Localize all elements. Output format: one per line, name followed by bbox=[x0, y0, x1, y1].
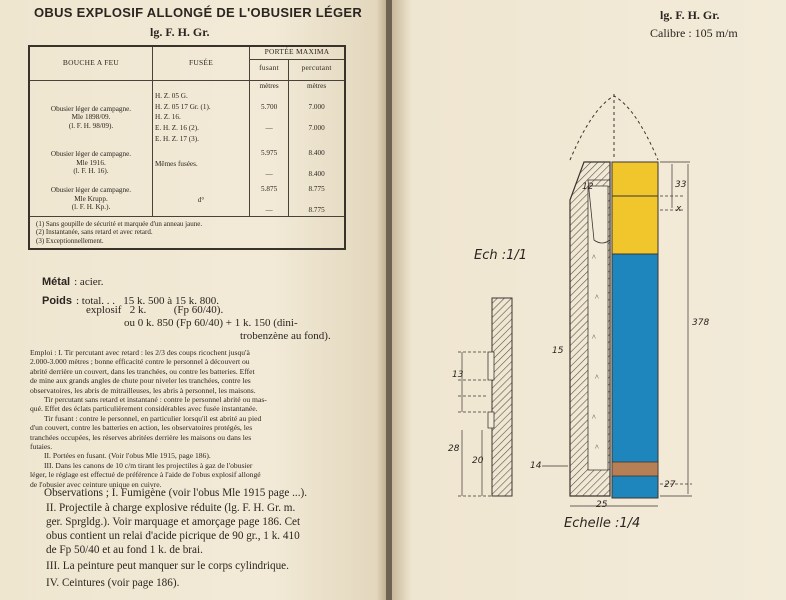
bouche-line: (l. F. H. 98/09). bbox=[68, 121, 114, 130]
dim-15: 15 bbox=[552, 346, 564, 356]
fusee-cell: H. Z. 16. bbox=[153, 112, 250, 123]
fusant-cell: 5.700 bbox=[250, 102, 289, 113]
fusant-cell: — bbox=[250, 123, 289, 134]
bouche-line: Mle Krupp. bbox=[74, 194, 108, 203]
fusee-cell: H. Z. 05 G. bbox=[153, 91, 250, 102]
fusee-cell: E. H. Z. 16 (2). bbox=[153, 123, 250, 134]
shell-cavity bbox=[588, 186, 608, 470]
blue-body bbox=[612, 254, 658, 498]
fusee-cell: d° bbox=[153, 195, 250, 206]
svg-text:^: ^ bbox=[595, 443, 599, 452]
emploi-line: qué. Effet des éclats particulièrement considérables avec fusée instantanée. bbox=[30, 404, 258, 414]
bouche-line: Obusier léger de campagne. bbox=[50, 150, 132, 159]
svg-text:^: ^ bbox=[592, 333, 596, 342]
bouche-line: (l. F. H. Kp.). bbox=[71, 203, 111, 212]
fusant-cell: 5.975 bbox=[250, 144, 289, 159]
echelle-label: Echelle :1/4 bbox=[564, 516, 641, 531]
yellow-band bbox=[612, 162, 658, 254]
dim-x: x bbox=[676, 204, 682, 214]
metal-value: : acier. bbox=[74, 276, 104, 288]
emploi-line: de l'obusier avec ceinture unique en cuivre. bbox=[30, 479, 162, 489]
observations-block bbox=[44, 486, 307, 592]
svg-text:^: ^ bbox=[595, 373, 599, 382]
shell-drawing bbox=[392, 0, 786, 600]
dim-378: 378 bbox=[692, 318, 710, 328]
fusee-cell: Mêmes fusées. bbox=[153, 159, 250, 170]
table-row bbox=[29, 91, 345, 102]
poids-explosif: explosif 2 k. (Fp 60/40). bbox=[86, 304, 224, 316]
unit-percutant: mètres bbox=[289, 80, 345, 91]
observation-line: ger. Sprgldg.). Voir marquage et amorçage page 186. Cet bbox=[46, 516, 301, 528]
table-row bbox=[29, 144, 345, 159]
right-page bbox=[392, 0, 786, 600]
dim-14: 14 bbox=[530, 461, 542, 471]
emploi-line: 2.000-3.000 mètres ; bonne efficacité contre le personnel à découvert ou bbox=[30, 357, 250, 367]
dim-27: 27 bbox=[664, 480, 676, 490]
percutant-cell: 8.775 bbox=[289, 205, 345, 216]
emploi-line: Emploi : I. Tir percutant avec retard : les 2/3 des coups ricochent jusqu'à bbox=[30, 348, 250, 357]
observation-line: IV. Ceintures (voir page 186). bbox=[46, 577, 180, 589]
poids-alt: ou 0 k. 850 (Fp 60/40) + 1 k. 150 (dini- bbox=[124, 317, 298, 329]
fusant-cell: — bbox=[250, 205, 289, 216]
percutant-cell: 7.000 bbox=[289, 102, 345, 113]
header-bouche: BOUCHE A FEU bbox=[29, 46, 153, 80]
observation-line: III. La peinture peut manquer sur le corps cylindrique. bbox=[46, 560, 289, 572]
percutant-cell: 7.000 bbox=[289, 123, 345, 134]
bouche-line: (l. F. H. 16). bbox=[73, 167, 109, 176]
emploi-line: abrité derrière un couvert, dans les tranchées, ou contre les batteries. Effet bbox=[30, 366, 255, 376]
fusant-cell: — bbox=[250, 169, 289, 180]
dim-12: 12 bbox=[582, 182, 594, 192]
left-page bbox=[0, 0, 388, 600]
emploi-block bbox=[30, 348, 267, 489]
percutant-cell: 8.400 bbox=[289, 169, 345, 180]
dim-33: 33 bbox=[675, 180, 687, 190]
emploi-line: de mine aux grands angles de chute pour niveler les tranchées, contre les bbox=[30, 376, 251, 386]
poids-total: : total. . . 15 k. 500 à 15 k. 800. bbox=[75, 295, 219, 307]
header-fusant: fusant bbox=[250, 60, 289, 80]
note: (2) Instantanée, sans retard et avec retard. bbox=[36, 228, 153, 237]
dim-20: 20 bbox=[472, 456, 484, 466]
emploi-line: léger, le réglage est effectué de préférence à l'aide de l'obus explosif allongé bbox=[30, 470, 261, 480]
emploi-line: observatoires, les abris de mitrailleuses, les abris à personnel, les maisons. bbox=[30, 385, 256, 395]
table-notes bbox=[29, 216, 345, 249]
observation-line: de Fp 50/40 et au fond 1 k. de brai. bbox=[46, 544, 203, 556]
page-title: OBUS EXPLOSIF ALLONGÉ DE L'OBUSIER LÉGER bbox=[34, 5, 363, 20]
svg-text:^: ^ bbox=[592, 253, 596, 262]
copper-band bbox=[612, 462, 658, 476]
observation-line: Observations ; I. Fumigène (voir l'obus Mle 1915 page ...). bbox=[44, 487, 308, 499]
unit-fusant: mètres bbox=[250, 80, 289, 91]
dim-25: 25 bbox=[596, 500, 608, 510]
metal-line bbox=[42, 272, 103, 290]
bouche-line: Obusier léger de campagne. bbox=[50, 104, 132, 113]
fusee-cell: H. Z. 05 17 Gr. (1). bbox=[153, 102, 250, 113]
emploi-line: III. Dans les canons de 10 c/m tirant les projectiles à gaz de l'obusier bbox=[44, 460, 253, 470]
emploi-line: II. Portées en fusant. (Voir l'obus Mle 1915, page 186). bbox=[44, 451, 211, 461]
page-subtitle: lg. F. H. Gr. bbox=[150, 25, 210, 39]
emploi-line: futaies. bbox=[30, 442, 53, 452]
bouche-line: Obusier léger de campagne. bbox=[50, 185, 132, 194]
poids-label: Poids bbox=[42, 295, 72, 307]
right-header: lg. F. H. Gr. bbox=[660, 8, 720, 22]
svg-text:^: ^ bbox=[592, 413, 596, 422]
metal-label: Métal bbox=[42, 276, 71, 288]
fusee-cell: E. H. Z. 17 (3). bbox=[153, 134, 250, 145]
emploi-line: tranchées occupées, les réserves abritées derrière les maisons ou dans les bbox=[30, 432, 252, 442]
svg-text:^: ^ bbox=[595, 293, 599, 302]
percutant-cell: 8.400 bbox=[289, 144, 345, 159]
bouche-line: Mle 1916. bbox=[76, 158, 106, 167]
calibre-text: Calibre : 105 m/m bbox=[650, 26, 738, 40]
dim-28: 28 bbox=[448, 444, 460, 454]
note: (1) Sans goupille de sécurité et marquée d'un anneau jaune. bbox=[36, 219, 203, 228]
ech-label: Ech :1/1 bbox=[474, 248, 528, 263]
poids-alt2: trobenzène au fond). bbox=[240, 330, 331, 342]
fusant-cell: 5.875 bbox=[250, 180, 289, 195]
header-portee: PORTÉE MAXIMA bbox=[250, 46, 346, 60]
range-table bbox=[28, 45, 346, 250]
observation-line: obus contient un relai d'acide picrique de 90 gr., 1 k. 410 bbox=[46, 530, 300, 542]
percutant-cell: 8.775 bbox=[289, 180, 345, 195]
observation-line: II. Projectile à charge explosive réduite (lg. F. H. Gr. m. bbox=[46, 502, 296, 514]
emploi-line: Tir percutant sans retard et instantané : contre le personnel abrité ou mas- bbox=[44, 395, 267, 405]
bouche-line: Mle 1898/09. bbox=[71, 113, 111, 122]
emploi-line: d'un couvert, contre les batteries en action, les observatoires protégés, les bbox=[30, 423, 253, 433]
table-row bbox=[29, 180, 345, 195]
note: (3) Exceptionnellement. bbox=[36, 236, 104, 245]
header-fusee: FUSÉE bbox=[153, 46, 250, 80]
header-percutant: percutant bbox=[289, 60, 345, 80]
belt-detail bbox=[492, 298, 512, 496]
emploi-line: Tir fusant : contre le personnel, en particulier lorsqu'il est abrité au pied bbox=[44, 413, 262, 423]
dim-13: 13 bbox=[452, 370, 464, 380]
